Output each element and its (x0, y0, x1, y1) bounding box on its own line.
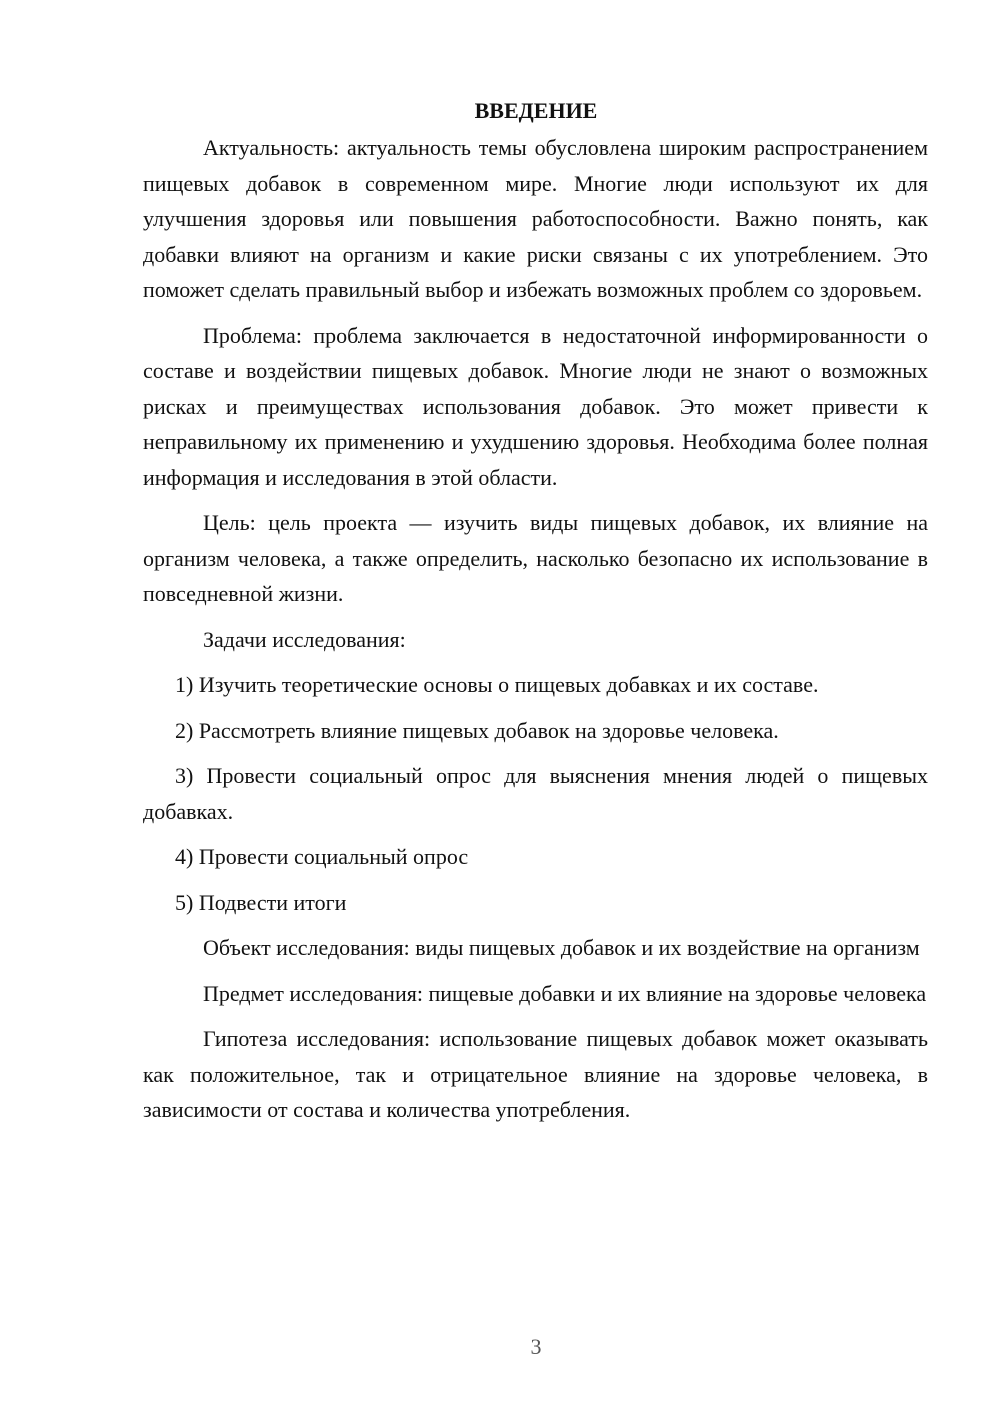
task-item-4: 4) Провести социальный опрос (175, 844, 469, 869)
page-content (143, 96, 928, 1138)
task-item-3: 3) Провести социальный опрос для выяснения мнения людей о пищевых добавках. (143, 763, 928, 824)
task-item-1: 1) Изучить теоретические основы о пищевых добавках и их составе. (175, 672, 819, 697)
relevance-paragraph: Актуальность: актуальность темы обусловлена широким распространением пищевых добавок в современном мире. Многие люди используют их для улучшения здоровья или повышения работоспособности. Важно понять, как добавки влияют на организм и какие риски связаны с их употреблением. Это поможет сделать правильный выбор и избежать возможных проблем со здоровьем. (143, 135, 928, 302)
tasks-heading: Задачи исследования: (203, 626, 406, 652)
goal-paragraph: Цель: цель проекта — изучить виды пищевых добавок, их влияние на организм человека, а также определить, насколько безопасно их использование в повседневной жизни. (143, 510, 928, 606)
hypothesis-paragraph: Гипотеза исследования: использование пищевых добавок может оказывать как положительное, так и отрицательное влияние на здоровье человека, в зависимости от состава и количества употребления. (143, 1026, 928, 1122)
page-title: ВВЕДЕНИЕ (474, 98, 598, 123)
task-item-5: 5) Подвести итоги (175, 889, 347, 915)
subject-paragraph: Предмет исследования: пищевые добавки и их влияние на здоровье человека (203, 980, 927, 1006)
problem-paragraph: Проблема: проблема заключается в недостаточной информированности о составе и воздействии пищевых добавок. Многие люди не знают о возможных рисках и преимуществах использования добавок. Это может привести к неправильному их применению и ухудшению здоровья. Необходима более полная информация и исследования в этой области. (143, 322, 928, 490)
task-item-2: 2) Рассмотреть влияние пищевых добавок на здоровье человека. (175, 717, 779, 743)
page-number: 3 (530, 1334, 542, 1359)
object-paragraph: Объект исследования: виды пищевых добавок и их воздействие на организм (203, 935, 920, 960)
